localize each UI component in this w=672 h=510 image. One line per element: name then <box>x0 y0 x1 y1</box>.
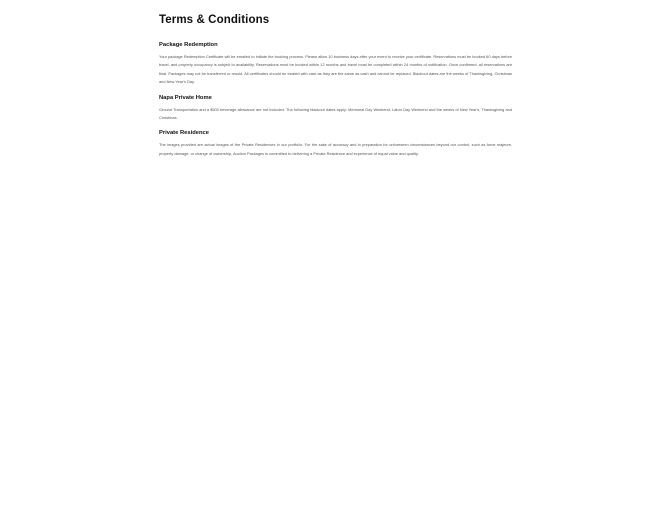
section-napa-private-home <box>159 95 512 123</box>
section-heading: Private Residence <box>159 130 209 137</box>
section-body: Your package Redemption Certificate will be emailed to initiate the booking process. Please allow 10 business days after your event to receive your certificate. Reservations must be booked 60 days before travel, and property occupancy is subject to availability. Reservations must be booked within 12 months and travel must be completed within 24 months of notification. Once confirmed, all reservations are final. Packages may not be transferred or resold. All certificates should be treated with care as they are the same as cash and cannot be replaced. Blackout dates are the weeks of Thanksgiving, Christmas and New Year's Day. <box>159 54 512 85</box>
section-heading: Napa Private Home <box>159 94 212 101</box>
section-package-redemption <box>159 42 512 87</box>
section-body: The images provided are actual images of the Private Residences in our portfolio. For the sake of accuracy and in preparation for unforeseen circumstances beyond our control, such as force majeure, property damage, or change of ownership, Auction Packages is committed to delivering a Private Residence and experience of equal value and quality. <box>159 142 512 156</box>
section-heading: Package Redemption <box>159 42 218 48</box>
page-title: Terms & Conditions <box>159 14 270 26</box>
section-body: Ground Transportation and a $500 beverage allowance are not included. The following blackout dates apply: Memorial Day Weekend, Labor Day Weekend and the weeks of New Year's, Thanksgiving and Christmas. <box>159 106 512 121</box>
section-private-residence <box>159 130 512 158</box>
terms-content <box>159 14 512 166</box>
